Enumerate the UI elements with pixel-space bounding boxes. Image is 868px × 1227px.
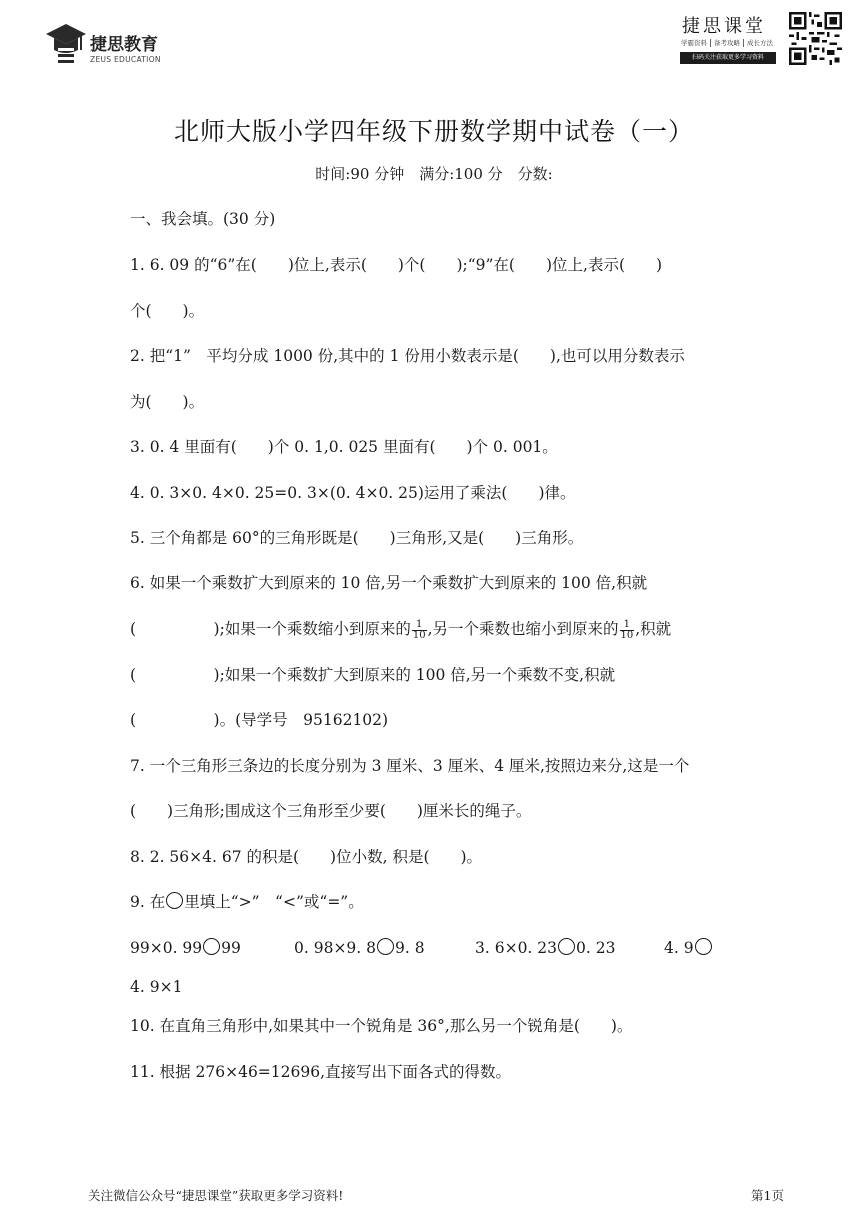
fraction-one-tenth <box>620 620 635 641</box>
question-9-text: 9. 在 <box>130 893 166 911</box>
question-1-line-1: 1. 6. 09 的“6”在( )位上,表示( )个( );“9”在( )位上,表示( ) <box>130 256 663 274</box>
fraction-one-tenth <box>412 620 427 641</box>
fraction-numerator: 1 <box>412 620 427 631</box>
question-7-line-2: ( )三角形;围成这个三角形至少要( )厘米长的绳子。 <box>130 802 532 820</box>
compare-item-4 <box>664 937 713 959</box>
brand-logo <box>44 20 184 70</box>
question-2-line-2: 为( )。 <box>130 393 205 411</box>
answer-circle-icon <box>166 892 183 909</box>
answer-circle-icon <box>203 938 220 955</box>
graduation-cap-icon <box>44 20 88 68</box>
compare-item-3 <box>475 937 615 959</box>
question-11: 11. 根据 276×46=12696,直接写出下面各式的得数。 <box>130 1063 512 1081</box>
question-9 <box>130 891 364 913</box>
compare-left: 3. 6×0. 23 <box>475 939 558 957</box>
answer-circle-icon <box>695 938 712 955</box>
course-tag: 学霸资料 <box>678 39 711 47</box>
compare-right: 0. 23 <box>576 939 616 957</box>
qr-code-icon <box>789 12 842 65</box>
question-3: 3. 0. 4 里面有( )个 0. 1,0. 025 里面有( )个 0. 001。 <box>130 438 558 456</box>
brand-name: 捷思教育 <box>90 35 158 55</box>
compare-right: 9. 8 <box>395 939 425 957</box>
page-number: 第1页 <box>751 1188 784 1203</box>
exam-meta: 时间:90 分钟 满分:100 分 分数: <box>315 165 553 183</box>
course-name: 捷思课堂 <box>682 16 766 37</box>
page-title: 北师大版小学四年级下册数学期中试卷（一） <box>173 117 694 146</box>
course-badge <box>672 12 782 68</box>
compare-item-4-right: 4. 9×1 <box>130 978 183 996</box>
fraction-denominator: 10 <box>620 629 634 641</box>
question-6-text: ,另一个乘数也缩小到原来的 <box>427 620 619 638</box>
footer-note: 关注微信公众号“捷思课堂”获取更多学习资料! <box>88 1188 344 1203</box>
question-7-line-1: 7. 一个三角形三条边的长度分别为 3 厘米、3 厘米、4 厘米,按照边来分,这是一个 <box>130 757 690 775</box>
compare-left: 0. 98×9. 8 <box>294 939 377 957</box>
question-4: 4. 0. 3×0. 4×0. 25=0. 3×(0. 4×0. 25)运用了乘法( )律。 <box>130 484 576 502</box>
question-6-line-4: ( )。(导学号 95162102) <box>130 711 389 729</box>
answer-circle-icon <box>377 938 394 955</box>
compare-item-1 <box>130 937 241 959</box>
answer-circle-icon <box>558 938 575 955</box>
course-tag: 备考攻略 <box>711 39 744 47</box>
brand-subtitle: ZEUS EDUCATION <box>90 55 161 64</box>
course-scan-bar: 扫码关注获取更多学习资料 <box>680 52 776 64</box>
compare-item-2 <box>294 937 425 959</box>
question-6-line-1: 6. 如果一个乘数扩大到原来的 10 倍,另一个乘数扩大到原来的 100 倍,积就 <box>130 574 648 592</box>
question-2-line-1: 2. 把“1” 平均分成 1000 份,其中的 1 份用小数表示是( ),也可以用分数表示 <box>130 347 685 365</box>
course-tag: 成长方法 <box>747 39 773 47</box>
compare-right: 99 <box>221 939 241 957</box>
compare-left: 4. 9 <box>664 939 694 957</box>
question-6-line-2 <box>130 618 671 641</box>
question-10: 10. 在直角三角形中,如果其中一个锐角是 36°,那么另一个锐角是( )。 <box>130 1017 633 1035</box>
fraction-numerator: 1 <box>620 620 635 631</box>
question-8: 8. 2. 56×4. 67 的积是( )位小数, 积是( )。 <box>130 848 483 866</box>
section-heading: 一、我会填。(30 分) <box>130 210 276 228</box>
question-6-text: ,积就 <box>635 620 672 638</box>
question-6-text: ( );如果一个乘数缩小到原来的 <box>130 620 411 638</box>
question-9-text: 里填上“>” “<”或“=”。 <box>184 893 364 911</box>
compare-left: 99×0. 99 <box>130 939 203 957</box>
question-1-line-2: 个( )。 <box>130 302 205 320</box>
question-5: 5. 三个角都是 60°的三角形既是( )三角形,又是( )三角形。 <box>130 529 584 547</box>
fraction-denominator: 10 <box>412 629 426 641</box>
course-tags <box>678 38 776 47</box>
question-6-line-3: ( );如果一个乘数扩大到原来的 100 倍,另一个乘数不变,积就 <box>130 666 616 684</box>
